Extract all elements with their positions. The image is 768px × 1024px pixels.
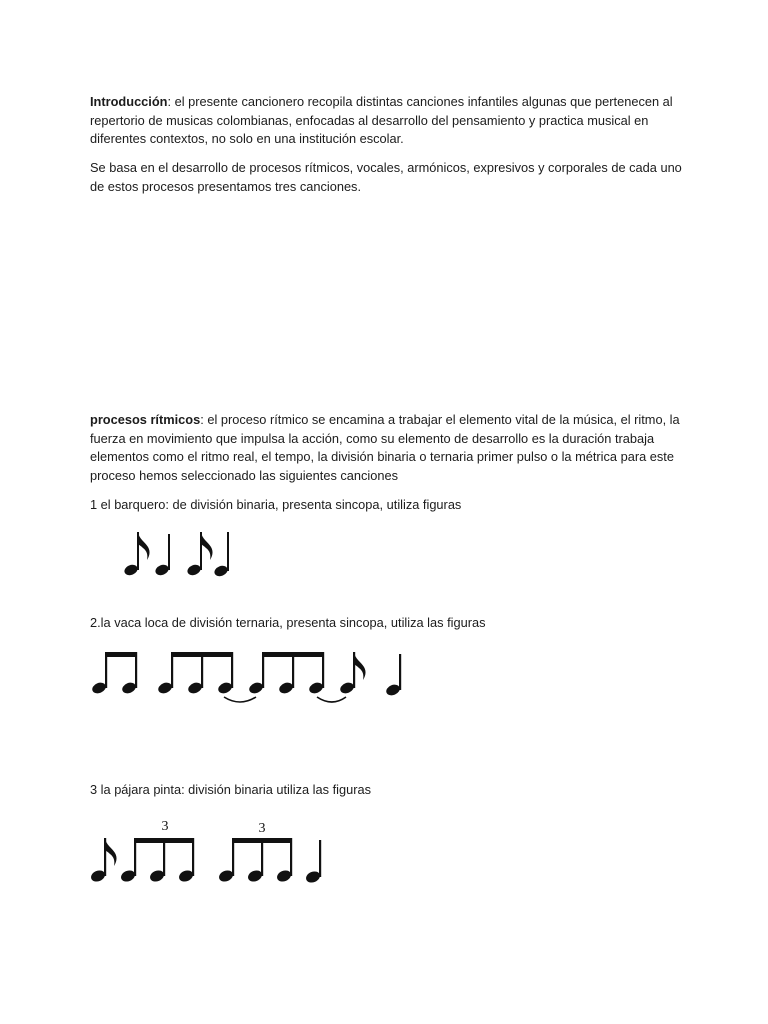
song-caption-text: 3 la pájara pinta: división binaria utiliza las figuras bbox=[90, 782, 371, 797]
song-caption-vaca-loca bbox=[90, 614, 486, 633]
rhythm-line bbox=[90, 411, 680, 430]
rhythm-figure-vaca-loca bbox=[88, 644, 418, 712]
eighth-note bbox=[89, 838, 116, 884]
rhythm-line: proceso hemos seleccionado las siguientes canciones bbox=[90, 467, 399, 483]
eighth-note-triplet bbox=[119, 819, 194, 884]
note-flag bbox=[201, 532, 213, 560]
tuplet-number: 3 bbox=[258, 821, 266, 836]
quarter-note bbox=[213, 532, 229, 578]
intro-line bbox=[90, 93, 673, 112]
intro-paragraph bbox=[90, 93, 673, 149]
tie bbox=[224, 697, 256, 702]
eighth-note bbox=[123, 532, 150, 577]
rhythm-heading: procesos rítmicos bbox=[90, 412, 201, 427]
beam bbox=[105, 652, 137, 657]
basis-line: Se basa en el desarrollo de procesos rítmicos, vocales, armónicos, expresivos y corporales de cada uno bbox=[90, 160, 682, 175]
eighth-note bbox=[186, 532, 213, 577]
beam bbox=[232, 838, 292, 843]
intro-line: repertorio de musicas colombianas, enfocadas al desarrollo del pensamiento y practica musical en bbox=[90, 112, 649, 128]
quarter-note bbox=[154, 534, 170, 577]
tuplet-number: 3 bbox=[161, 819, 169, 834]
basis-line: de estos procesos presentamos tres canciones. bbox=[90, 178, 362, 194]
tie bbox=[317, 697, 346, 702]
beam bbox=[262, 652, 324, 657]
intro-heading: Introducción bbox=[90, 94, 168, 109]
rhythm-figure-barquero bbox=[118, 524, 243, 580]
rhythm-line: elementos como el ritmo real, el tempo, la división binaria o ternaria primer pulso o la métrica para este bbox=[90, 449, 674, 464]
rhythm-line: fuerza en movimiento que impulsa la acción, como su elemento de desarrollo es la duración trabaja bbox=[90, 430, 655, 446]
beamed-eighth-group bbox=[157, 652, 234, 695]
rhythm-paragraph bbox=[90, 411, 680, 485]
intro-text: : el presente cancionero recopila distintas canciones infantiles algunas que pertenecen al bbox=[167, 94, 673, 109]
eighth-note-triplet bbox=[217, 821, 292, 884]
note-flag bbox=[354, 652, 366, 680]
eighth-note bbox=[339, 652, 366, 695]
beam bbox=[134, 838, 194, 843]
beam bbox=[171, 652, 233, 657]
note-flag bbox=[138, 532, 150, 560]
quarter-note bbox=[385, 654, 402, 697]
beamed-eighth-pair bbox=[91, 652, 138, 695]
song-caption-barquero bbox=[90, 496, 461, 515]
song-caption-text: 1 el barquero: de división binaria, presenta sincopa, utiliza figuras bbox=[90, 497, 462, 512]
rhythm-figure-pajara-pinta bbox=[88, 814, 333, 892]
song-caption-text: 2.la vaca loca de división ternaria, presenta sincopa, utiliza las figuras bbox=[90, 615, 486, 630]
quarter-note bbox=[304, 840, 321, 885]
beamed-eighth-group bbox=[248, 652, 325, 695]
intro-line: diferentes contextos, no solo en una institución escolar. bbox=[90, 131, 404, 146]
basis-paragraph bbox=[90, 159, 682, 196]
song-caption-pajara-pinta bbox=[90, 781, 371, 800]
rhythm-text: : el proceso rítmico se encamina a trabajar el elemento vital de la música, el ritmo, la bbox=[200, 412, 680, 427]
note-flag bbox=[105, 838, 117, 866]
